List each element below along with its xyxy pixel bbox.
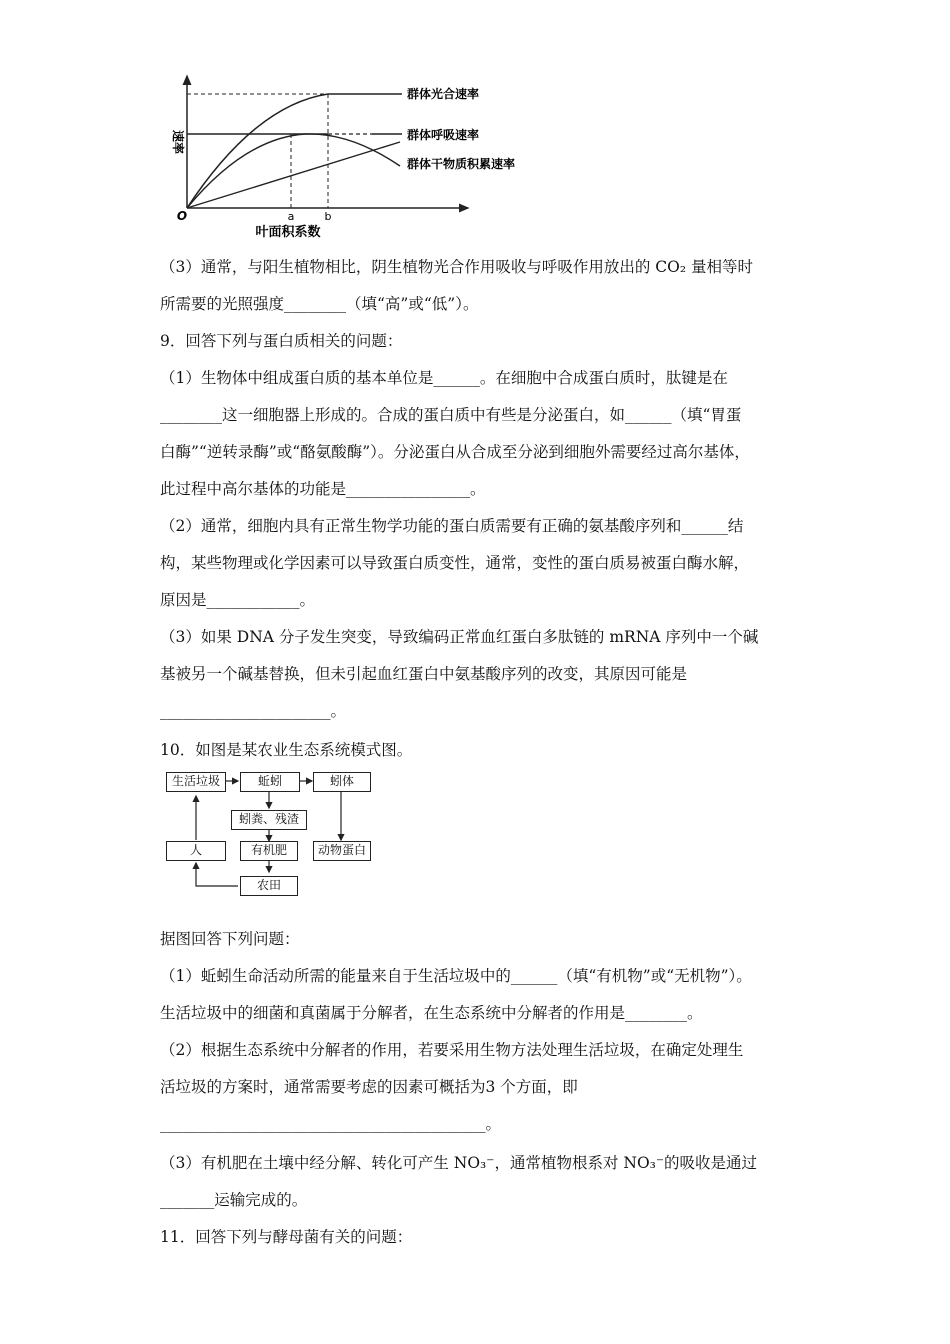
q9-2-line2: 构，某些物理或化学因素可以导致蛋白质变性，通常，变性的蛋白质易被蛋白酶水解， (160, 554, 750, 572)
legend-dry-matter: 群体干物质积累速率 (407, 157, 516, 171)
q11-heading: 11．回答下列与酵母菌有关的问题： (160, 1228, 413, 1246)
box-household-waste: 生活垃圾 (166, 772, 226, 792)
q9-1-line1: （1）生物体中组成蛋白质的基本单位是______。在细胞中合成蛋白质时，肽键是在 (160, 369, 728, 387)
net-curve (187, 134, 400, 208)
legend-respiration: 群体呼吸速率 (407, 128, 480, 142)
q10-2-line2: 活垃圾的方案时，通常需要考虑的因素可概括为3 个方面，即 (160, 1078, 578, 1096)
box-worm-body: 蚓体 (313, 772, 371, 792)
q9-3-line1: （3）如果 DNA 分子发生突变，导致编码正常血红蛋白多肽链的 mRNA 序列中一个碱 (160, 628, 759, 646)
box-castings-residue: 蚓粪、残渣 (231, 810, 307, 830)
q10-heading: 10．如图是某农业生态系统模式图。 (160, 741, 413, 759)
rate-chart (160, 70, 560, 245)
q10-1-line1: （1）蚯蚓生命活动所需的能量来自于生活垃圾中的______（填“有机物”或“无机物”）。 (160, 967, 752, 985)
q10-3-line1: （3）有机肥在土壤中经分解、转化可产生 NO₃⁻，通常植物根系对 NO₃⁻的吸收是通过 (160, 1154, 758, 1172)
q9-1-line4: 此过程中高尔基体的功能是________________。 (160, 480, 486, 498)
ecosystem-diagram (160, 768, 390, 900)
q8-3-line1: （3）通常，与阳生植物相比，阴生植物光合作用吸收与呼吸作用放出的 CO₂ 量相等时 (160, 258, 753, 276)
q9-1-line3: 白酶”“逆转录酶”或“酪氨酸酶”）。分泌蛋白从合成至分泌到细胞外需要经过高尔基体， (160, 443, 750, 461)
x-axis-label: 叶面积系数 (255, 225, 321, 240)
q9-1-line2: ________这一细胞器上形成的。合成的蛋白质中有些是分泌蛋白，如______（填“胃蛋 (160, 406, 742, 424)
box-farmland: 农田 (240, 876, 298, 896)
box-human: 人 (166, 841, 226, 861)
q9-2-line3: 原因是____________。 (160, 591, 316, 609)
q10-3-line2: _______运输完成的。 (160, 1191, 308, 1209)
q9-3-line3: ______________________。 (160, 702, 347, 720)
origin-label: O (176, 209, 188, 223)
tick-a-label: a (287, 210, 295, 223)
legend-photosynthesis: 群体光合速率 (407, 87, 480, 101)
y-axis-label: 速率 (171, 129, 185, 155)
box-animal-protein: 动物蛋白 (313, 841, 371, 861)
tick-b-label: b (324, 210, 332, 223)
q8-3-line2: 所需要的光照强度________（填“高”或“低”）。 (160, 295, 479, 313)
q10-1-line2: 生活垃圾中的细菌和真菌属于分解者，在生态系统中分解者的作用是________。 (160, 1004, 703, 1022)
box-organic-fertilizer: 有机肥 (240, 841, 298, 861)
q10-2-line3: __________________________________________。 (160, 1115, 502, 1133)
q10-2-line1: （2）根据生态系统中分解者的作用，若要采用生物方法处理生活垃圾，在确定处理生 (160, 1041, 744, 1059)
q9-2-line1: （2）通常，细胞内具有正常生物学功能的蛋白质需要有正确的氨基酸序列和______结 (160, 517, 744, 535)
q10-intro: 据图回答下列问题： (160, 930, 300, 948)
box-earthworm: 蚯蚓 (240, 772, 300, 792)
q9-heading: 9．回答下列与蛋白质相关的问题： (160, 332, 403, 350)
rate-chart-svg (160, 70, 560, 245)
q9-3-line2: 基被另一个碱基替换，但未引起血红蛋白中氨基酸序列的改变，其原因可能是 (160, 665, 688, 683)
